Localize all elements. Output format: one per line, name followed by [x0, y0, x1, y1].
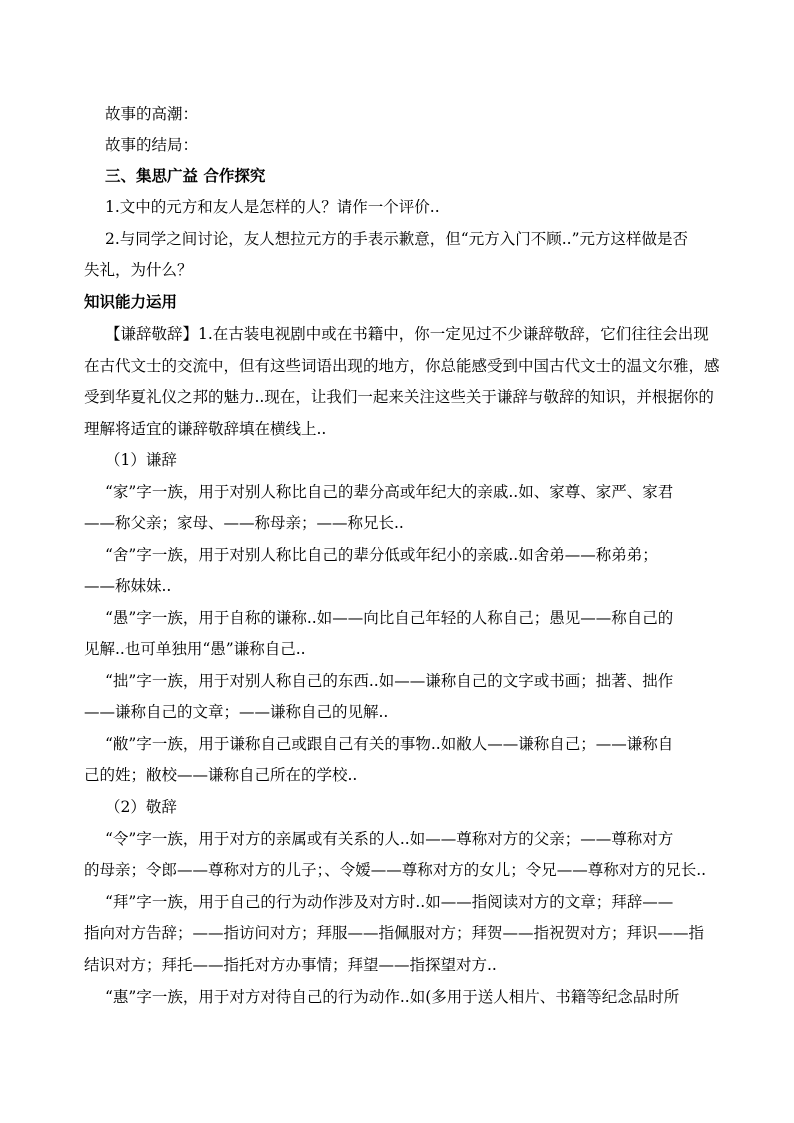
- paragraph-line: “敝”字一族，用于谦称自己或跟自己有关的事物..如敝人——谦称自己；——谦称自: [105, 735, 674, 753]
- paragraph-line: 结识对方；拜托——指托对方办事情；拜望——指探望对方..: [84, 956, 497, 974]
- paragraph-line: ——谦称自己的文章；——谦称自己的见解..: [84, 703, 389, 721]
- paragraph-line: 【谦辞敬辞】1.在古装电视剧中或在书籍中，你一定见过不少谦辞敬辞，它们往往会出现: [105, 325, 709, 343]
- paragraph-line: “拙”字一族，用于对别人称自己的东西..如——谦称自己的文字或书画；拙著、拙作: [105, 672, 674, 690]
- paragraph-line: 受到华夏礼仪之邦的魅力..现在，让我们一起来关注这些关于谦辞与敬辞的知识，并根据你的: [84, 388, 714, 406]
- paragraph-line: 在古代文士的交流中，但有这些词语出现的地方，你总能感受到中国古代文士的温文尔雅，感: [84, 357, 720, 375]
- subheading: （2）敬辞: [105, 798, 177, 816]
- paragraph-line: “愚”字一族，用于自称的谦称..如——向比自己年轻的人称自己；愚见——称自己的: [105, 609, 674, 627]
- paragraph-line: “惠”字一族，用于对方对待自己的行为动作..如(多用于送人相片、书籍等纪念品时所: [105, 988, 680, 1006]
- question-line: 1.文中的元方和友人是怎样的人？请作一个评价..: [105, 198, 440, 216]
- paragraph-line: “舍”字一族，用于对别人称比自己的辈分低或年纪小的亲戚..如舍弟——称弟弟；: [105, 546, 658, 564]
- paragraph-line: “令”字一族，用于对方的亲属或有关系的人..如——尊称对方的父亲；——尊称对方: [105, 830, 674, 848]
- question-line: 2.与同学之间讨论，友人想拉元方的手表示歉意，但“元方入门不顾..”元方这样做是否: [105, 230, 688, 248]
- paragraph-line: 的母亲；令郎——尊称对方的儿子；、令嫒——尊称对方的女儿；令兄——尊称对方的兄长..: [84, 861, 707, 879]
- question-line: 失礼，为什么？: [84, 261, 193, 279]
- text-line: 故事的高潮：: [105, 105, 199, 123]
- paragraph-line: 指向对方告辞；——指访问对方；拜服——指佩服对方；拜贺——指祝贺对方；拜识——指: [84, 924, 705, 942]
- section-heading: 三、集思广益 合作探究: [105, 167, 266, 185]
- text-line: 故事的结局：: [105, 136, 199, 154]
- section-heading: 知识能力运用: [84, 293, 178, 311]
- paragraph-line: “拜”字一族，用于自己的行为动作涉及对方时..如——指阅读对方的文章；拜辞——: [105, 893, 674, 911]
- subheading: （1）谦辞: [105, 451, 177, 469]
- paragraph-line: 理解将适宜的谦辞敬辞填在横线上..: [84, 420, 327, 438]
- paragraph-line: “家”字一族，用于对别人称比自己的辈分高或年纪大的亲戚..如、家尊、家严、家君: [105, 483, 674, 501]
- paragraph-line: 见解..也可单独用“愚”谦称自己..: [84, 640, 306, 658]
- paragraph-line: ——称妹妹..: [84, 577, 172, 595]
- paragraph-line: ——称父亲；家母、——称母亲；——称兄长..: [84, 514, 404, 532]
- paragraph-line: 己的姓；敝校——谦称自己所在的学校..: [84, 766, 358, 784]
